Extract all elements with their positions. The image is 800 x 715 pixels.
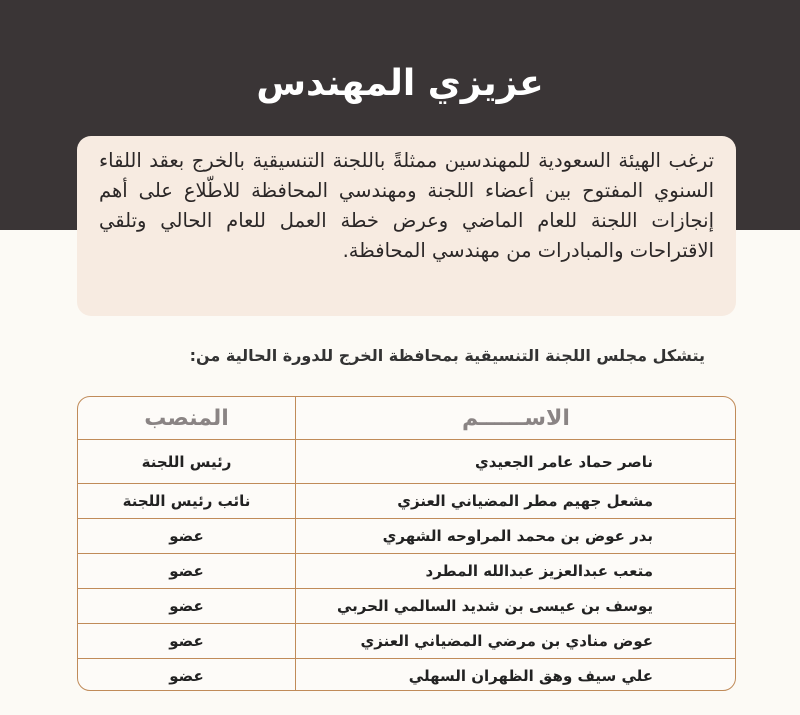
table-row xyxy=(78,440,735,484)
members-table xyxy=(78,397,735,691)
member-name: عوض منادي بن مرضي المضياني العنزي xyxy=(296,624,736,659)
member-name: مشعل جهيم مطر المضياني العنزي xyxy=(296,484,736,519)
member-name: علي سيف وهق الظهران السهلي xyxy=(408,667,653,685)
member-position: عضو xyxy=(78,554,296,589)
header-position: المنصب xyxy=(78,397,296,440)
table-row xyxy=(78,659,735,692)
table-header-row xyxy=(78,397,735,440)
member-position: عضو xyxy=(78,589,296,624)
member-position: عضو xyxy=(78,659,296,692)
header-name: الاســــــم xyxy=(296,397,736,440)
committee-table xyxy=(77,396,736,691)
member-name: ناصر حماد عامر الجعيدي xyxy=(296,440,736,484)
member-position: عضو xyxy=(78,624,296,659)
intro-text: ترغب الهيئة السعودية للمهندسين ممثلةً باللجنة التنسيقية بالخرج بعقد اللقاء السنوي المفتوح بين أعضاء اللجنة ومهندسي المحافظة للاطّلاع على أهم إنجازات اللجنة للعام الماضي وعرض خطة العمل للعام الحالي وتلقي الاقتراحات والمبادرات من مهندسي المحافظة. xyxy=(99,149,714,262)
member-name: بدر عوض بن محمد المراوحه الشهري xyxy=(296,519,736,554)
member-name: متعب عبدالعزيز عبدالله المطرد xyxy=(296,554,736,589)
member-position: عضو xyxy=(78,519,296,554)
table-row xyxy=(78,589,735,624)
member-name: يوسف بن عيسى بن شديد السالمي الحربي xyxy=(296,589,736,624)
committee-subtitle: يتشكل مجلس اللجنة التنسيقية بمحافظة الخرج للدورة الحالية من: xyxy=(189,346,705,365)
member-position: نائب رئيس اللجنة xyxy=(78,484,296,519)
table-row xyxy=(78,484,735,519)
table-row xyxy=(78,624,735,659)
table-row xyxy=(78,554,735,589)
member-position: رئيس اللجنة xyxy=(78,440,296,484)
intro-box xyxy=(77,136,736,316)
table-row xyxy=(78,519,735,554)
page-title: عزيزي المهندس xyxy=(256,63,544,104)
